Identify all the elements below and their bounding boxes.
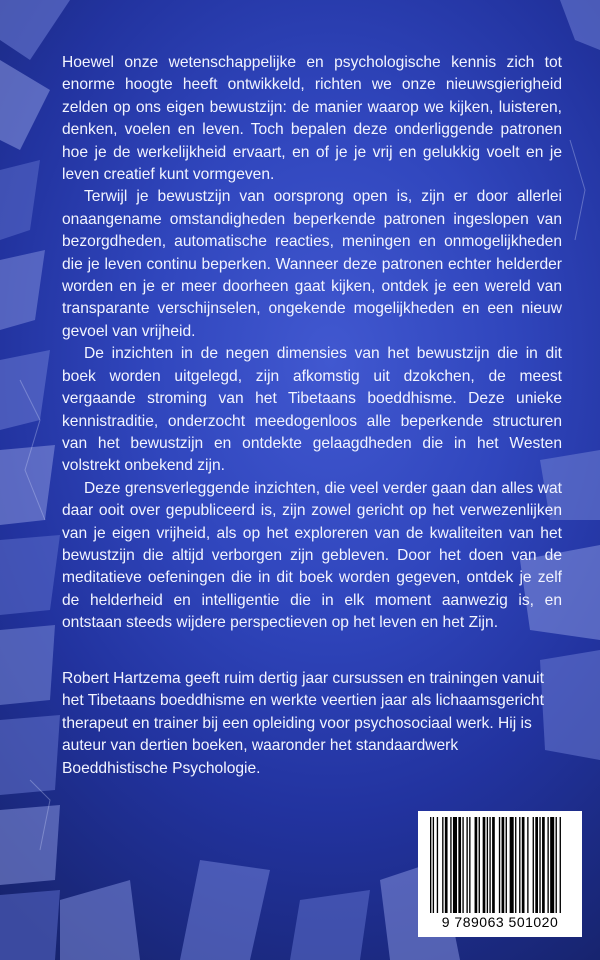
isbn-number: 9 789063 501020 (441, 914, 559, 930)
barcode-bar (519, 817, 520, 913)
barcode-bar (462, 817, 463, 913)
barcode-bar (539, 817, 540, 913)
barcode-bar (542, 817, 545, 913)
barcode-bar (483, 817, 486, 913)
barcode-bar (489, 817, 490, 913)
barcode-bar (502, 817, 505, 913)
barcode-bar (533, 817, 534, 913)
barcode-bar (445, 817, 448, 913)
barcode-bar (556, 817, 557, 913)
barcode-bar (547, 817, 548, 913)
barcode-bar (453, 817, 457, 913)
barcode-bar (506, 817, 507, 913)
barcode-bar (437, 817, 438, 913)
barcode-bar (479, 817, 480, 913)
barcode-bar (510, 817, 514, 913)
barcode-bar (560, 817, 561, 913)
author-bio-text: Robert Hartzema geeft ruim dertig jaar cursussen en trainingen vanuit het Tibetaans boeddhisme en werkte veertien jaar als lichaamsgericht therapeut en trainer bij een opleiding voor psychosociaal werk. Hij is auteur van dertien boeken, waaronder het standaardwerk Boeddhistische Psychologie. (62, 670, 544, 777)
barcode-bar (450, 817, 451, 913)
paragraph-1: Hoewel onze wetenschappelijke en psychologische kennis zich tot enorme hoogte heeft ontwikkeld, richten we onze nieuwsgierigheid zelden op ons eigen bewustzijn: de manier waarop we kijken, luisteren, denken, voelen en leven. Toch bepalen deze onderliggende patronen hoe je de werkelijkheid ervaart, en of je je vrij en gelukkig voelt en je leven creatief kunt vormgeven. (62, 54, 562, 184)
paragraph-3: De inzichten in de negen dimensies van het bewustzijn die in dit boek worden uitgelegd, zijn afkomstig uit dzokchen, de meest vergaande stroming van het Tibetaans boeddhisme. Deze unieke kennistraditie, onderzocht meedogenloos alle beperkende structuren van het bewustzijn en ontdekte gelaagdheden die in het Westen volstrekt onbekend zijn. (62, 345, 562, 475)
barcode-bar (433, 817, 434, 913)
barcode-bar (430, 817, 431, 913)
barcode-bar (487, 817, 488, 913)
barcode-bar (522, 817, 525, 913)
barcode-bar (492, 817, 495, 913)
barcode-bar (442, 817, 443, 913)
barcode-bar (499, 817, 500, 913)
description-text (62, 52, 562, 635)
barcode (418, 811, 582, 937)
barcode-bar (550, 817, 554, 913)
paragraph-4: Deze grensverleggende inzichten, die veel verder gaan dan alles wat daar ooit over gepubliceerd is, zijn zowel gericht op het verwezenlijken van je eigen vrijheid, als op het exploreren van de kwaliteiten van het bewustzijn die altijd verborgen zijn gebleven. Door het doen van de meditatieve oefeningen die in dit boek worden gegeven, ontdek je zelf de helderheid en intelligentie die in elk moment aanwezig is, en ontstaan steeds wijdere perspectieven op het leven en het Zijn. (62, 479, 562, 632)
barcode-bar (527, 817, 528, 913)
barcode-bar (515, 817, 516, 913)
barcode-bar (469, 817, 470, 913)
barcode-bar (475, 817, 478, 913)
author-bio (62, 668, 562, 780)
paragraph-2: Terwijl je bewustzijn van oorsprong open is, zijn er door allerlei onaangename omstandigheden beperkende patronen ingeslopen van bezorgdheden, automatische reacties, meningen en onmogelijkheden die je leven continu beperken. Wanneer deze patronen echter helderder worden en je er meer doorheen gaat kijken, ontdek je een wereld van transparante verschijnselen, ongekende mogelijkheden en een nieuw gevoel van vrijheid. (62, 188, 562, 340)
barcode-bar (458, 817, 461, 913)
barcode-bar (466, 817, 467, 913)
barcode-bar (535, 817, 538, 913)
barcode-bars (428, 817, 572, 913)
